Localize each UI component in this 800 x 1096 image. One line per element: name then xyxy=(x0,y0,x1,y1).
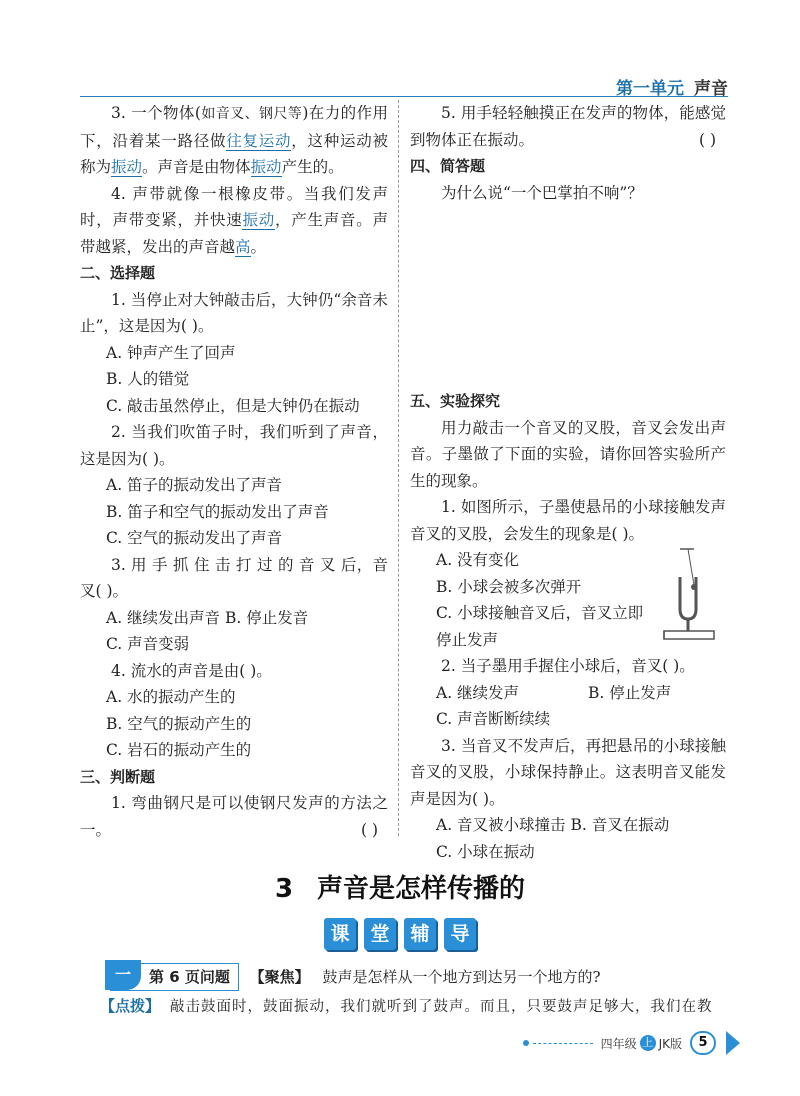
option: C. 声音断断续续 xyxy=(436,710,551,728)
experiment-question-2: 2. 当子墨用手握住小球后，音叉( )。 xyxy=(441,657,695,675)
fill-question-4: 4. 声带就像一根橡皮带。当我们发声时，声带变紧，并快速振动，产生声音。声带越紧，发出的声音越高。 xyxy=(80,184,388,256)
banner-char: 课 xyxy=(324,918,356,950)
option: C. 岩石的振动产生的 xyxy=(106,741,252,759)
experiment-intro: 用力敲击一个音叉的叉股，音叉会发出声音。子墨做了下面的实验，请你回答实验所产生的现象。 xyxy=(410,418,726,490)
question-row xyxy=(110,963,728,989)
answer-text: 往复运动 xyxy=(226,131,292,150)
short-answer-question: 为什么说“一个巴掌拍不响”？ xyxy=(441,183,643,202)
option: A. 继续发出声音 B. 停止发音 xyxy=(106,608,309,627)
hint-label: 【点拨】 xyxy=(100,997,161,1015)
choice-question-2: 2. 当我们吹笛子时，我们听到了声音，这是因为( )。 xyxy=(80,423,388,468)
lesson-title xyxy=(0,868,800,905)
footer-grade: 四年级 xyxy=(600,1036,637,1051)
option: B. 笛子和空气的振动发出了声音 xyxy=(106,502,329,521)
answer-space xyxy=(410,206,726,388)
footer-dashes xyxy=(533,1043,593,1044)
option: C. 小球接触音叉后，音叉立即 xyxy=(436,604,644,622)
focus-label: 【聚焦】 xyxy=(249,968,310,986)
answer-paren: ( ) xyxy=(698,130,716,149)
experiment-question-3: 3. 当音叉不发声后，再把悬吊的小球接触音叉的叉股，小球保持静止。这表明音叉能发声是因为( )。 xyxy=(410,736,726,808)
judge-question-1: 1. 弯曲钢尺是可以使钢尺发声的方法之一。 ( ) xyxy=(80,790,388,843)
lesson-title-text: 声音是怎样传播的 xyxy=(317,874,526,904)
unit-topic: 声音 xyxy=(694,79,728,99)
column-divider xyxy=(398,100,399,836)
footer-edition: JK版 xyxy=(658,1036,682,1051)
choice-question-3: 3. 用 手 抓 住 击 打 过 的 音 叉 后，音 xyxy=(111,555,388,574)
option: C. 敲击虽然停止，但是大钟仍在振动 xyxy=(106,396,360,415)
option: A. 水的振动产生的 xyxy=(106,688,236,706)
option: C. 小球在振动 xyxy=(436,842,535,861)
answer-text: 高 xyxy=(235,237,251,256)
banner-char: 堂 xyxy=(364,918,396,950)
tuning-fork-figure xyxy=(660,547,718,643)
left-column xyxy=(80,100,388,843)
unit-label: 第一单元 xyxy=(616,79,684,99)
option: A. 钟声产生了回声 xyxy=(106,343,236,362)
hint-row xyxy=(100,993,728,1020)
banner-char: 导 xyxy=(444,918,476,950)
section-banner xyxy=(0,918,800,950)
footer-term: 上 xyxy=(640,1035,656,1051)
right-column xyxy=(410,100,726,865)
section-experiment-heading: 五、实验探究 xyxy=(410,392,501,410)
option: A. 音叉被小球撞击 B. 音叉在振动 xyxy=(436,816,670,834)
choice-question-4: 4. 流水的声音是由( )。 xyxy=(111,661,272,680)
experiment-question-1: 1. 如图所示，子墨使悬吊的小球接触发声音叉的叉股，会发生的现象是( )。 xyxy=(410,498,726,543)
option: C. 声音变弱 xyxy=(106,635,190,653)
option: A. 没有变化 xyxy=(436,551,520,569)
answer-text: 振动 xyxy=(250,158,282,176)
experiment-options-block xyxy=(410,547,726,653)
option: A. 笛子的振动发出了声音 xyxy=(106,476,283,494)
header-rule xyxy=(80,96,728,97)
answer-text: 振动 xyxy=(242,211,275,229)
choice-question-3-cont: 叉( )。 xyxy=(80,582,129,600)
option: B. 空气的振动产生的 xyxy=(106,714,252,733)
page-number: 5 xyxy=(690,1031,716,1055)
option: A. 继续发声 B. 停止发声 xyxy=(436,683,672,702)
answer-paren: ( ) xyxy=(360,820,378,839)
section-choice-heading: 二、选择题 xyxy=(80,264,156,282)
question-badge xyxy=(110,963,239,991)
badge-mark: 一 xyxy=(105,960,141,990)
judge-question-5: 5. 用手轻轻触摸正在发声的物体，能感觉到物体正在振动。 ( ) xyxy=(410,100,726,153)
fill-question-3: 3. 一个物体(如音叉、钢尺等)在力的作用下，沿着某一路径做往复运动，这种运动被称为振动。声音是由物体振动产生的。 xyxy=(80,104,389,176)
page-arrow-icon xyxy=(726,1031,740,1055)
option: C. 空气的振动发出了声音 xyxy=(106,529,283,547)
option: B. 人的错觉 xyxy=(106,370,190,388)
lesson-number: 3 xyxy=(274,874,294,904)
section-judge-heading: 三、判断题 xyxy=(80,767,156,786)
focus-question: 鼓声是怎样从一个地方到达另一个地方的? xyxy=(322,968,601,986)
hint-text: 敲击鼓面时，鼓面振动，我们就听到了鼓声。而且，只要鼓声足够大，我们在教 xyxy=(170,999,713,1015)
option: 停止发声 xyxy=(436,630,499,649)
banner-char: 辅 xyxy=(404,918,436,950)
footer-dot xyxy=(523,1040,529,1046)
option: B. 小球会被多次弹开 xyxy=(436,577,582,596)
choice-question-1: 1. 当停止对大钟敲击后，大钟仍“余音未止”，这是因为( )。 xyxy=(80,290,388,335)
badge-label: 第 6 页问题 xyxy=(149,968,230,986)
section-short-answer-heading: 四、简答题 xyxy=(410,157,486,175)
page-footer xyxy=(523,1032,740,1054)
answer-text: 振动 xyxy=(111,158,143,176)
